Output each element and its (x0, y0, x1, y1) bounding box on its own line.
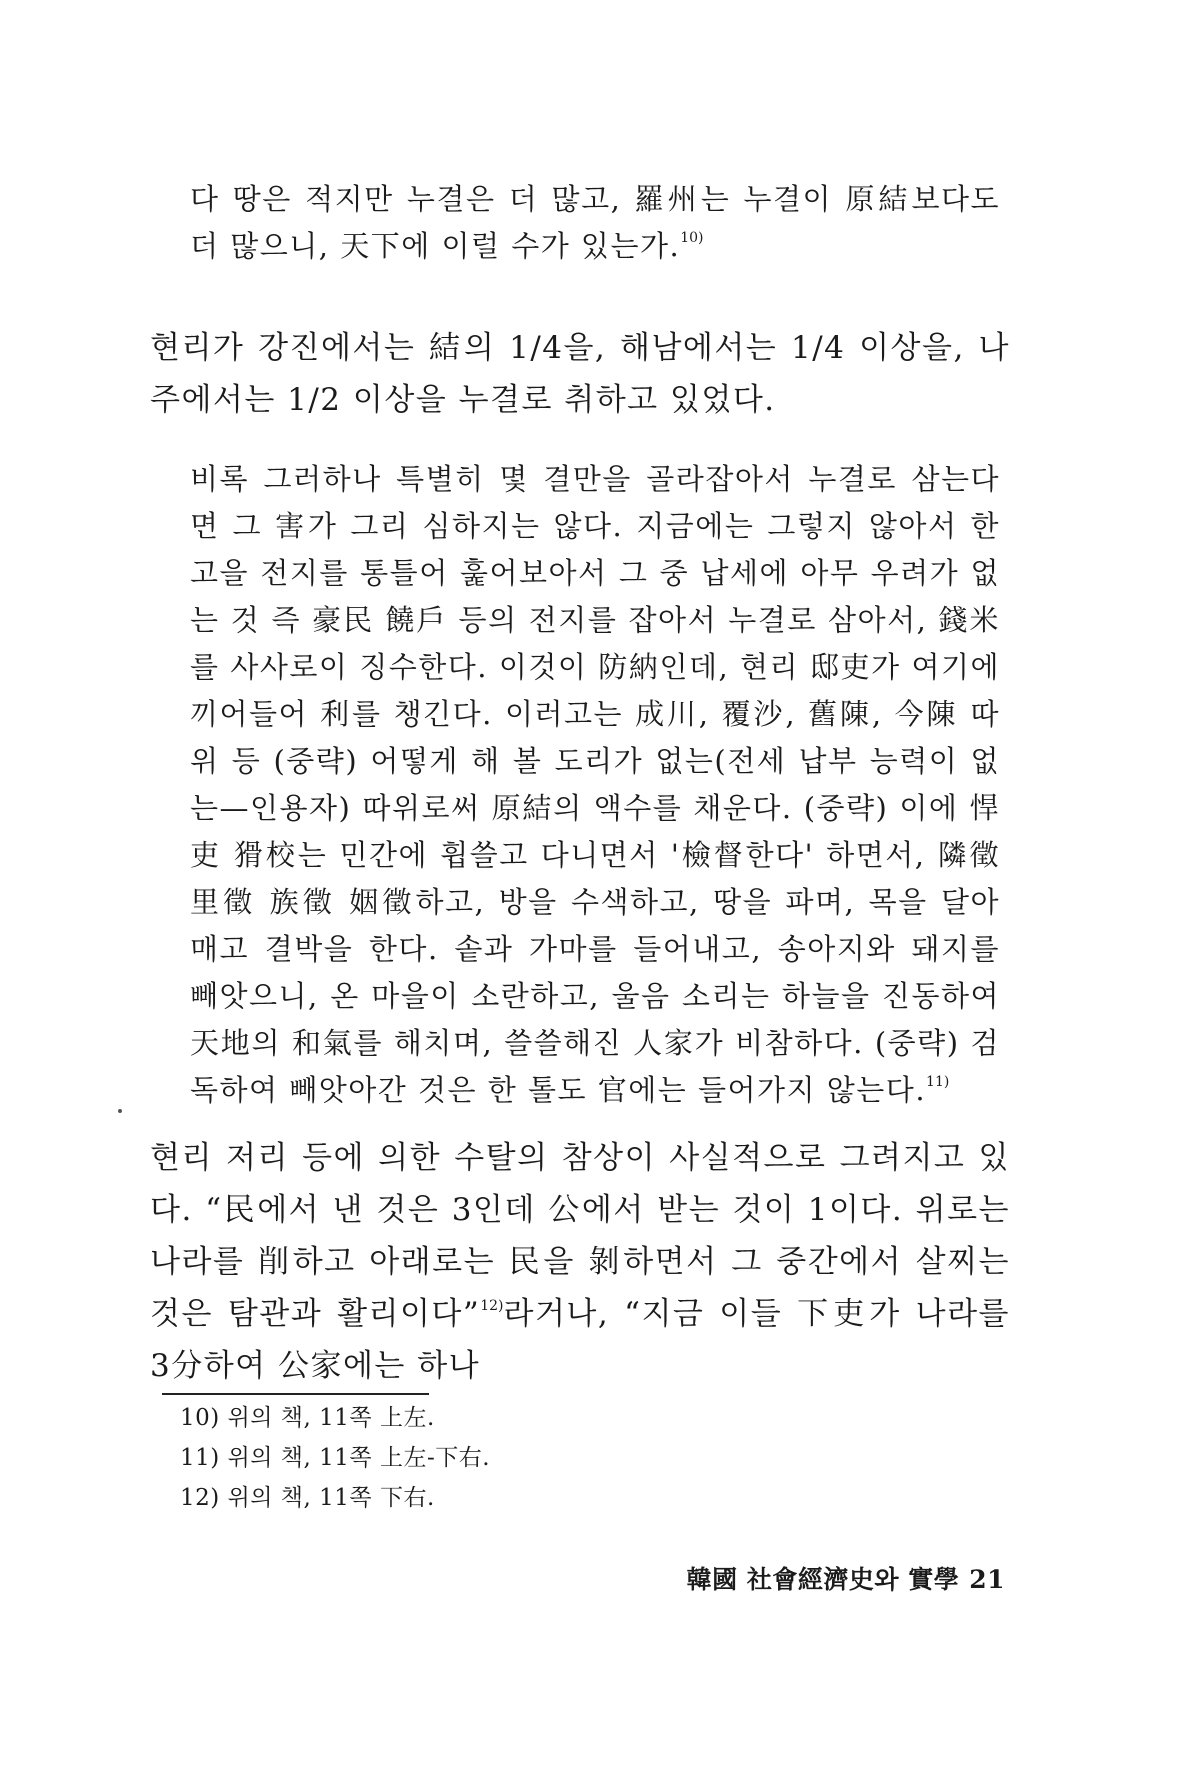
body-paragraph-2 (150, 1132, 1010, 1392)
stray-mark (118, 1109, 122, 1113)
footnote-text: 위의 책, 11쪽 上左. (227, 1405, 435, 1431)
block-quote-2-text: 비록 그러하나 특별히 몇 결만을 골라잡아서 누결로 삼는다면 그 害가 그리 심하지는 않다. 지금에는 그렇지 않아서 한 고을 전지를 통틀어 훑어보아서 그 중 납세에 아무 우려가 없는 것 즉 豪民 饒戶 등의 전지를 잡아서 누결로 삼아서, 錢米를 사사로이 징수한다. 이것이 防納인데, 현리 邸吏가 여기에 끼어들어 利를 챙긴다. 이러고는 成川, 覆沙, 舊陳, 今陳 따위 등 (중략) 어떻게 해 볼 도리가 없는(전세 납부 능력이 없는—인용자) 따위로써 原結의 액수를 채운다. (중략) 이에 悍吏 猾校는 민간에 휩쓸고 다니면서 '檢督한다' 하면서, 隣徵 里徵 族徵 姻徵하고, 방을 수색하고, 땅을 파며, 목을 달아 매고 결박을 한다. 솥과 가마를 들어내고, 송아지와 돼지를 빼앗으니, 온 마을이 소란하고, 울음 소리는 하늘을 진동하여 天地의 和氣를 해치며, 쓸쓸해진 人家가 비참하다. (중략) 검독하여 빼앗아간 것은 한 톨도 官에는 들어가지 않는다. (190, 462, 1000, 1107)
footnote-divider (162, 1393, 429, 1395)
footnote-ref-10[interactable]: 10) (680, 230, 704, 246)
footnote-10 (180, 1398, 680, 1438)
footnote-12 (180, 1478, 680, 1518)
running-footer (687, 1560, 1005, 1596)
block-quote-1 (190, 176, 1000, 270)
footnote-number: 10) (180, 1405, 220, 1431)
body-paragraph-2-part-1: 현리 저리 등에 의한 수탈의 참상이 사실적으로 그려지고 있다. “民에서 낸 것은 3인데 公에서 받는 것이 1이다. 위로는 나라를 削하고 아래로는 民을 剝하면서 그 중간에서 살찌는 것은 탐관과 활리이다” (150, 1140, 1010, 1332)
footnote-11 (180, 1438, 680, 1478)
footnote-ref-12[interactable]: 12) (480, 1298, 504, 1314)
footnote-text: 위의 책, 11쪽 下右. (227, 1485, 435, 1511)
footnote-number: 11) (180, 1445, 220, 1471)
block-quote-2 (190, 456, 1000, 1114)
block-quote-1-text: 다 땅은 적지만 누결은 더 많고, 羅州는 누결이 原結보다도 더 많으니, 天下에 이럴 수가 있는가. (190, 182, 1000, 263)
footnote-number: 12) (180, 1485, 220, 1511)
footnote-ref-11[interactable]: 11) (926, 1074, 950, 1090)
footnotes (180, 1398, 680, 1518)
book-title: 韓國 社會經濟史와 實學 (686, 1565, 960, 1594)
body-paragraph-1: 현리가 강진에서는 結의 1/4을, 해남에서는 1/4 이상을, 나주에서는 1/2 이상을 누결로 취하고 있었다. (150, 330, 1010, 418)
page-number: 21 (969, 1565, 1005, 1594)
body-paragraph-2-part-2: 라거나, “지금 이들 下吏가 나라를 3分하여 公家에는 하나 (150, 1296, 1010, 1384)
footnote-text: 위의 책, 11쪽 上左-下右. (227, 1445, 491, 1471)
